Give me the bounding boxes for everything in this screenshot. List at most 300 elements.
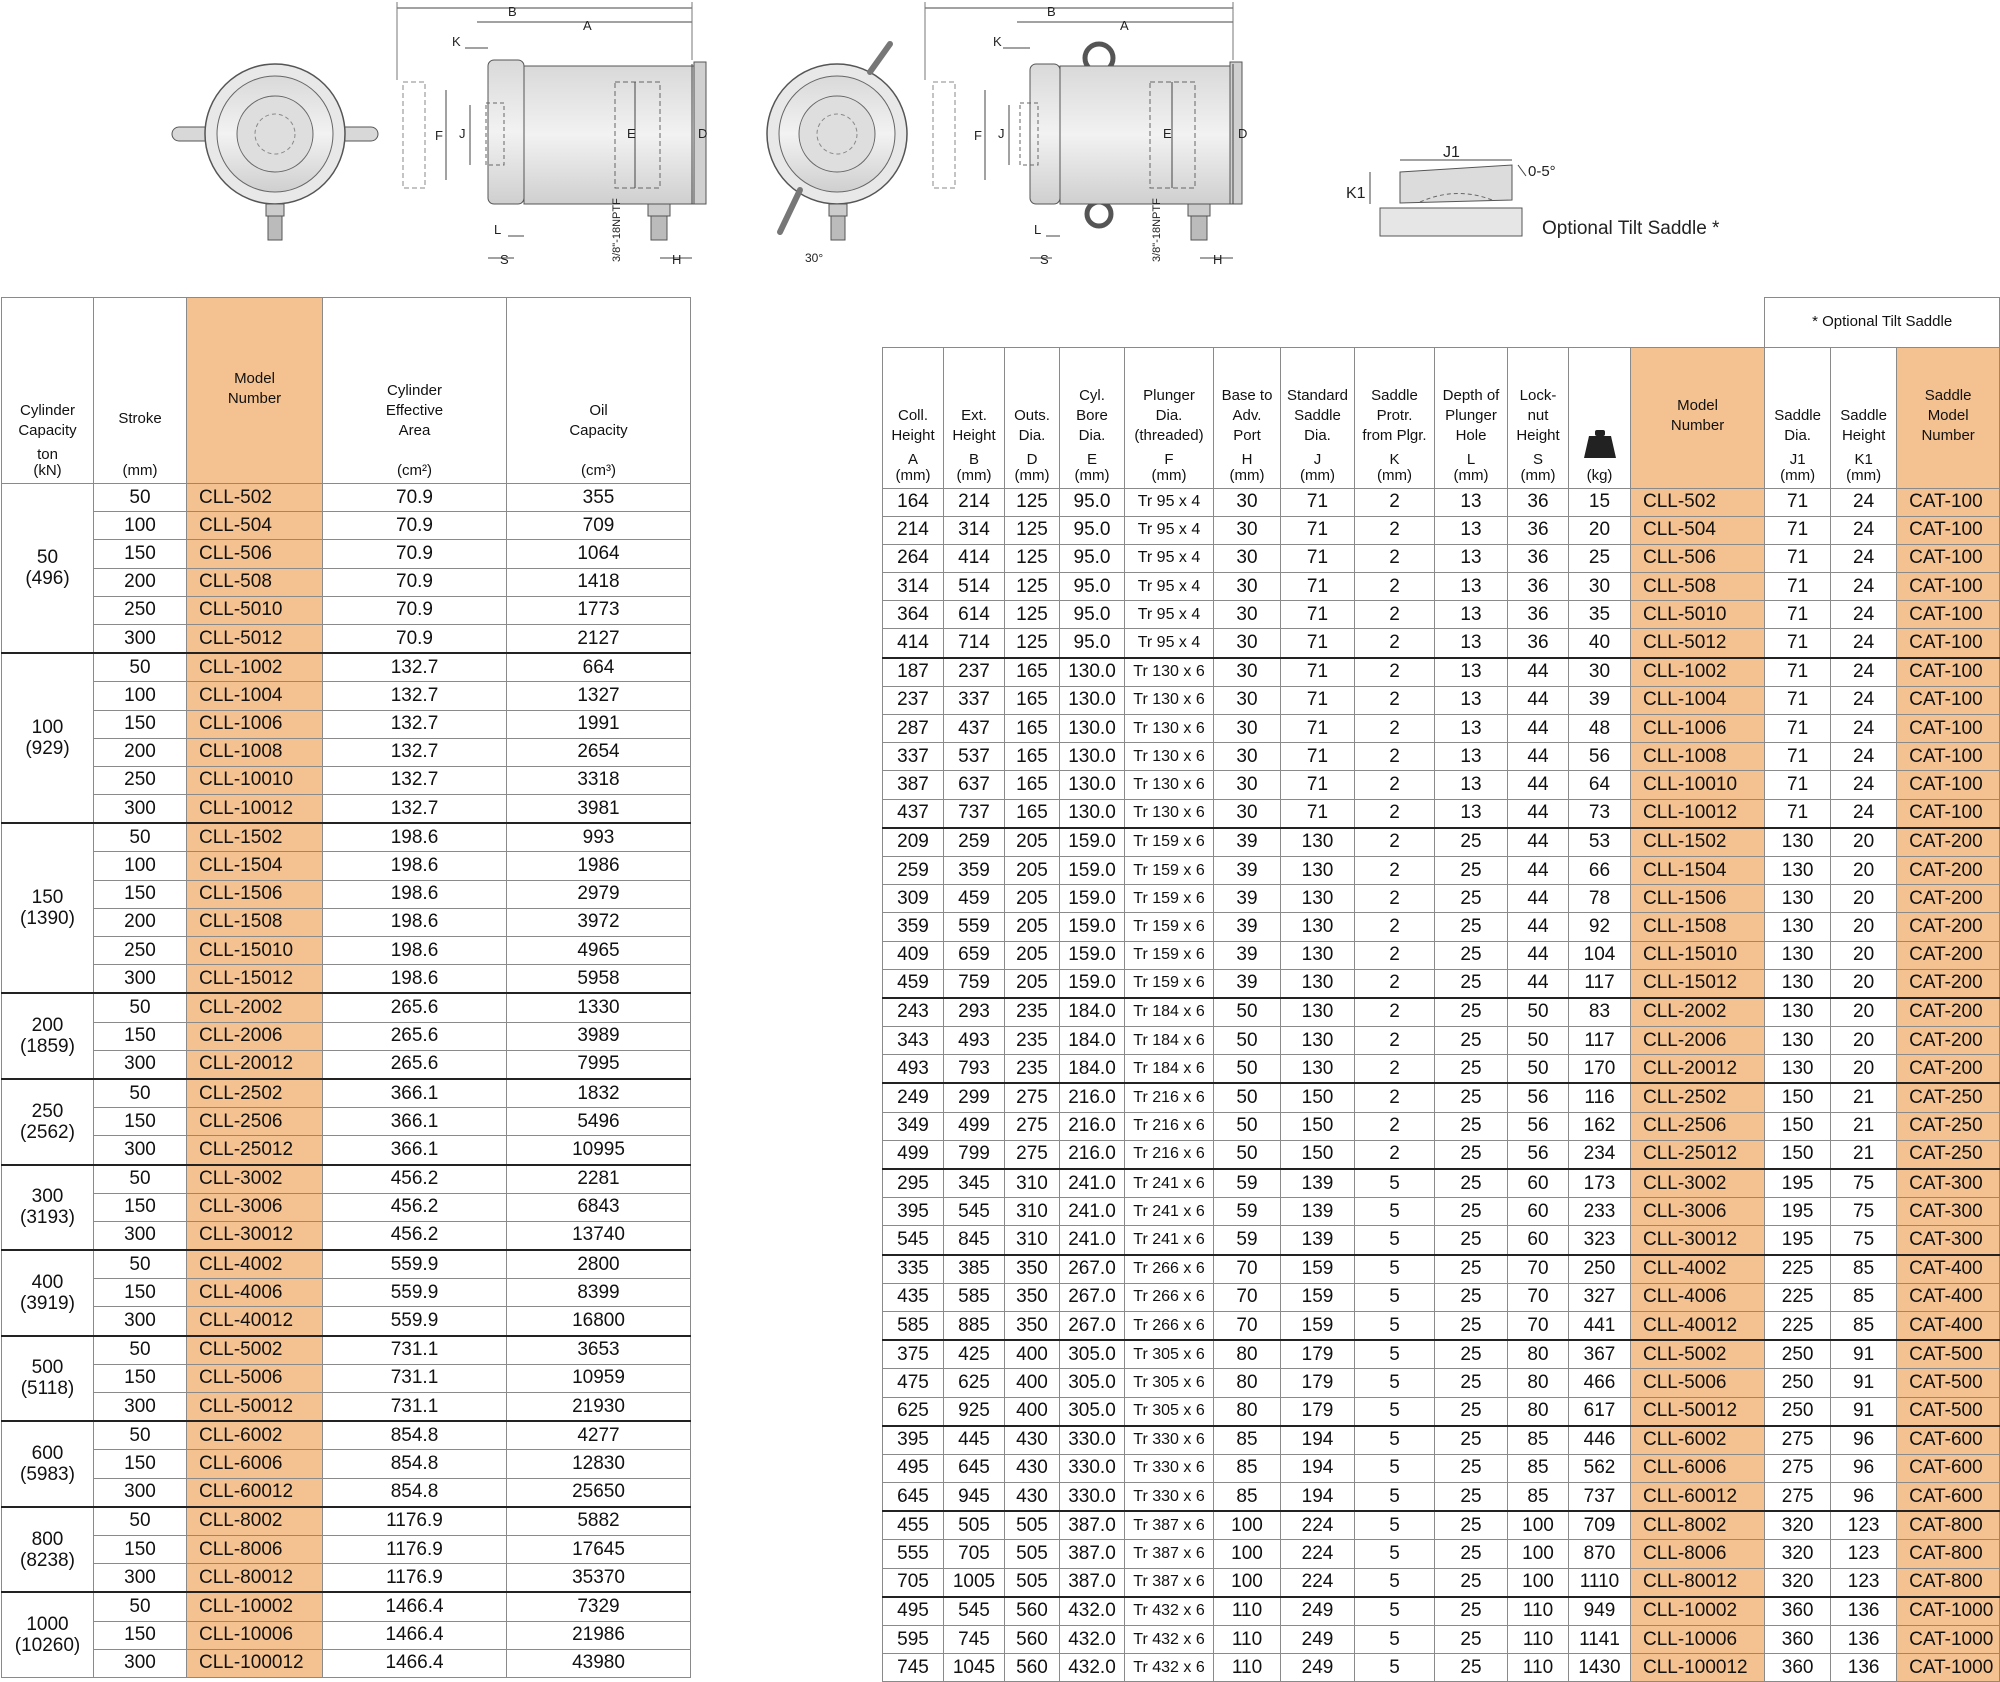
saddle-protr-cell: 5 <box>1355 1369 1435 1397</box>
locknut-height-cell: 44 <box>1508 715 1569 743</box>
cyl-bore-cell: 130.0 <box>1060 715 1125 743</box>
model-number-cell: CLL-502 <box>1631 488 1765 516</box>
plunger-hole-depth-cell: 25 <box>1435 1083 1508 1112</box>
model-number-cell: CLL-5010 <box>1631 601 1765 629</box>
tilt-saddle-dia-cell: 130 <box>1765 998 1831 1027</box>
header-col-14: Saddle Model Number <box>1897 347 2000 488</box>
model-number-cell: CLL-2002 <box>187 993 323 1022</box>
effective-area-cell: 1176.9 <box>323 1564 507 1593</box>
tilt-saddle-model-cell: CAT-250 <box>1897 1140 2000 1169</box>
ext-height-cell: 493 <box>944 1027 1005 1055</box>
coll-height-cell: 475 <box>883 1369 944 1397</box>
tilt-angle-label: 0-5° <box>1528 163 1556 180</box>
column-unit: (mm) <box>1014 466 1050 484</box>
table-row <box>2 1592 691 1621</box>
saddle-dia-cell: 249 <box>1281 1597 1355 1626</box>
plunger-dia-cell: Tr 159 x 6 <box>1125 969 1214 998</box>
effective-area-cell: 854.8 <box>323 1450 507 1478</box>
oil-capacity-cell: 1832 <box>507 1079 691 1108</box>
cyl-bore-cell: 130.0 <box>1060 686 1125 714</box>
base-to-port-cell: 110 <box>1214 1626 1281 1654</box>
effective-area-cell: 265.6 <box>323 993 507 1022</box>
capacity-ton: 500 <box>31 1357 64 1379</box>
coll-height-cell: 495 <box>883 1597 944 1626</box>
saddle-dia-cell: 71 <box>1281 516 1355 544</box>
model-number-cell: CLL-100012 <box>187 1649 323 1677</box>
model-number-cell: CLL-25012 <box>187 1136 323 1165</box>
ext-height-cell: 1005 <box>944 1568 1005 1597</box>
locknut-height-cell: 36 <box>1508 629 1569 658</box>
saddle-dia-cell: 159 <box>1281 1255 1355 1284</box>
ext-height-cell: 505 <box>944 1511 1005 1540</box>
saddle-protr-cell: 5 <box>1355 1454 1435 1482</box>
model-number-cell: CLL-2506 <box>187 1108 323 1136</box>
tilt-saddle-dia-cell: 71 <box>1765 771 1831 799</box>
outs-dia-cell: 205 <box>1005 969 1060 998</box>
model-number-cell: CLL-506 <box>1631 544 1765 572</box>
dim-f-label-2: F <box>974 128 982 143</box>
saddle-dia-cell: 71 <box>1281 488 1355 516</box>
tilt-saddle-model-cell: CAT-600 <box>1897 1426 2000 1455</box>
model-number-cell: CLL-8006 <box>1631 1540 1765 1568</box>
locknut-height-cell: 50 <box>1508 1027 1569 1055</box>
table-row <box>883 913 2000 941</box>
effective-area-cell: 198.6 <box>323 852 507 880</box>
stroke-cell: 150 <box>94 880 187 908</box>
saddle-dia-cell: 249 <box>1281 1626 1355 1654</box>
ext-height-cell: 445 <box>944 1426 1005 1455</box>
tilt-saddle-height-cell: 20 <box>1831 913 1897 941</box>
left-table-body <box>2 484 691 1678</box>
coll-height-cell: 395 <box>883 1426 944 1455</box>
tilt-saddle-model-cell: CAT-500 <box>1897 1397 2000 1426</box>
saddle-protr-cell: 5 <box>1355 1568 1435 1597</box>
plunger-hole-depth-cell: 25 <box>1435 856 1508 884</box>
saddle-dia-cell: 159 <box>1281 1283 1355 1311</box>
table-row <box>883 1140 2000 1169</box>
base-to-port-cell: 59 <box>1214 1169 1281 1198</box>
outs-dia-cell: 430 <box>1005 1426 1060 1455</box>
tilt-saddle-dia-cell: 195 <box>1765 1169 1831 1198</box>
table-row <box>883 1311 2000 1340</box>
header-effective-area: Cylinder Effective Area (cm²) <box>323 298 507 484</box>
oil-capacity-cell: 5882 <box>507 1507 691 1536</box>
outs-dia-cell: 310 <box>1005 1198 1060 1226</box>
effective-area-cell: 731.1 <box>323 1336 507 1365</box>
stroke-cell: 300 <box>94 1478 187 1507</box>
coll-height-cell: 349 <box>883 1112 944 1140</box>
base-to-port-cell: 100 <box>1214 1568 1281 1597</box>
ext-height-cell: 614 <box>944 601 1005 629</box>
plunger-dia-cell: Tr 305 x 6 <box>1125 1397 1214 1426</box>
plunger-dia-cell: Tr 387 x 6 <box>1125 1540 1214 1568</box>
capacity-cell <box>2 653 94 823</box>
oil-capacity-cell: 993 <box>507 823 691 852</box>
oil-capacity-cell: 6843 <box>507 1193 691 1221</box>
ext-height-cell: 425 <box>944 1340 1005 1369</box>
table-row <box>2 1221 691 1250</box>
oil-capacity-cell: 16800 <box>507 1307 691 1336</box>
cyl-bore-cell: 184.0 <box>1060 1027 1125 1055</box>
plunger-hole-depth-cell: 13 <box>1435 771 1508 799</box>
dim-e-label: E <box>627 126 636 141</box>
model-number-cell: CLL-1508 <box>187 908 323 936</box>
outs-dia-cell: 165 <box>1005 771 1060 799</box>
plunger-hole-depth-cell: 25 <box>1435 1483 1508 1512</box>
coll-height-cell: 209 <box>883 828 944 857</box>
model-number-cell: CLL-508 <box>187 568 323 596</box>
ext-height-cell: 637 <box>944 771 1005 799</box>
locknut-height-cell: 44 <box>1508 856 1569 884</box>
dim-f-label: F <box>435 128 443 143</box>
base-to-port-cell: 50 <box>1214 1083 1281 1112</box>
saddle-dia-cell: 71 <box>1281 799 1355 828</box>
ext-height-cell: 945 <box>944 1483 1005 1512</box>
saddle-protr-cell: 2 <box>1355 1055 1435 1084</box>
plunger-hole-depth-cell: 25 <box>1435 969 1508 998</box>
base-to-port-cell: 100 <box>1214 1511 1281 1540</box>
locknut-height-cell: 44 <box>1508 969 1569 998</box>
model-number-cell: CLL-15010 <box>187 937 323 965</box>
plunger-hole-depth-cell: 25 <box>1435 1426 1508 1455</box>
tilt-saddle-height-cell: 96 <box>1831 1426 1897 1455</box>
saddle-dia-cell: 139 <box>1281 1198 1355 1226</box>
saddle-dia-cell: 179 <box>1281 1397 1355 1426</box>
locknut-height-cell: 36 <box>1508 573 1569 601</box>
stroke-cell: 150 <box>94 1621 187 1649</box>
model-number-cell: CLL-50012 <box>1631 1397 1765 1426</box>
plunger-dia-cell: Tr 159 x 6 <box>1125 856 1214 884</box>
oil-capacity-cell: 1991 <box>507 710 691 738</box>
saddle-protr-cell: 5 <box>1355 1511 1435 1540</box>
model-number-cell: CLL-2506 <box>1631 1112 1765 1140</box>
base-to-port-cell: 30 <box>1214 658 1281 687</box>
tilt-saddle-height-cell: 91 <box>1831 1369 1897 1397</box>
tilt-saddle-model-cell: CAT-400 <box>1897 1283 2000 1311</box>
locknut-height-cell: 100 <box>1508 1511 1569 1540</box>
oil-capacity-cell: 2979 <box>507 880 691 908</box>
stroke-cell: 50 <box>94 993 187 1022</box>
plunger-dia-cell: Tr 266 x 6 <box>1125 1283 1214 1311</box>
saddle-dia-cell: 130 <box>1281 885 1355 913</box>
stroke-cell: 150 <box>94 1108 187 1136</box>
ext-height-cell: 737 <box>944 799 1005 828</box>
stroke-cell: 200 <box>94 908 187 936</box>
column-letter: A <box>907 450 918 468</box>
model-number-cell: CLL-40012 <box>187 1307 323 1336</box>
model-number-cell: CLL-1506 <box>1631 885 1765 913</box>
header-col-0: Coll. Height A (mm) <box>883 347 944 488</box>
base-to-port-cell: 110 <box>1214 1654 1281 1682</box>
effective-area-cell: 456.2 <box>323 1193 507 1221</box>
oil-capacity-cell: 3989 <box>507 1022 691 1050</box>
plunger-hole-depth-cell: 13 <box>1435 799 1508 828</box>
column-letter: S <box>1532 450 1543 468</box>
effective-area-cell: 1466.4 <box>323 1621 507 1649</box>
coll-height-cell: 249 <box>883 1083 944 1112</box>
tilt-saddle-dia-cell: 130 <box>1765 885 1831 913</box>
locknut-height-cell: 70 <box>1508 1311 1569 1340</box>
saddle-dia-cell: 71 <box>1281 771 1355 799</box>
outs-dia-cell: 205 <box>1005 913 1060 941</box>
model-number-cell: CLL-5012 <box>1631 629 1765 658</box>
weight-cell: 162 <box>1569 1112 1631 1140</box>
locknut-height-cell: 56 <box>1508 1083 1569 1112</box>
locknut-height-cell: 44 <box>1508 799 1569 828</box>
table-row <box>883 941 2000 969</box>
base-to-port-cell: 110 <box>1214 1597 1281 1626</box>
stroke-cell: 50 <box>94 1592 187 1621</box>
tilt-saddle-height-cell: 24 <box>1831 686 1897 714</box>
oil-capacity-cell: 1330 <box>507 993 691 1022</box>
outs-dia-cell: 125 <box>1005 573 1060 601</box>
saddle-protr-cell: 5 <box>1355 1340 1435 1369</box>
saddle-protr-cell: 2 <box>1355 1027 1435 1055</box>
tilt-saddle-height-cell: 24 <box>1831 516 1897 544</box>
oil-capacity-cell: 4277 <box>507 1421 691 1450</box>
outs-dia-cell: 165 <box>1005 799 1060 828</box>
effective-area-cell: 1176.9 <box>323 1507 507 1536</box>
cylinder-diagram <box>0 0 2000 290</box>
coll-height-cell: 645 <box>883 1483 944 1512</box>
effective-area-cell: 132.7 <box>323 710 507 738</box>
oil-capacity-cell: 35370 <box>507 1564 691 1593</box>
model-number-cell: CLL-3006 <box>1631 1198 1765 1226</box>
tilt-saddle-model-cell: CAT-200 <box>1897 828 2000 857</box>
tilt-saddle-model-cell: CAT-300 <box>1897 1226 2000 1255</box>
plunger-hole-depth-cell: 25 <box>1435 1311 1508 1340</box>
tilt-saddle-dia-cell: 360 <box>1765 1597 1831 1626</box>
model-number-cell: CLL-40012 <box>1631 1311 1765 1340</box>
weight-cell: 117 <box>1569 969 1631 998</box>
header-col-4: Plunger Dia. (threaded) F (mm) <box>1125 347 1214 488</box>
table-row <box>2 1108 691 1136</box>
effective-area-cell: 70.9 <box>323 512 507 540</box>
weight-cell: 35 <box>1569 601 1631 629</box>
ext-height-cell: 885 <box>944 1311 1005 1340</box>
tilt-saddle-height-cell: 75 <box>1831 1198 1897 1226</box>
base-to-port-cell: 39 <box>1214 969 1281 998</box>
table-row <box>883 488 2000 516</box>
tilt-saddle-dia-cell: 71 <box>1765 799 1831 828</box>
effective-area-cell: 132.7 <box>323 795 507 824</box>
port-label-2: 3/8"-18NPTF <box>1151 198 1163 262</box>
table-row <box>2 596 691 624</box>
base-to-port-cell: 39 <box>1214 913 1281 941</box>
capacity-kn: (8238) <box>20 1549 75 1571</box>
cyl-bore-cell: 95.0 <box>1060 488 1125 516</box>
tilt-saddle-model-cell: CAT-100 <box>1897 658 2000 687</box>
table-row <box>2 1450 691 1478</box>
tilt-saddle-height-cell: 136 <box>1831 1626 1897 1654</box>
ext-height-cell: 545 <box>944 1198 1005 1226</box>
tilt-saddle-model-cell: CAT-200 <box>1897 856 2000 884</box>
tilt-saddle-dia-cell: 130 <box>1765 856 1831 884</box>
cyl-bore-cell: 216.0 <box>1060 1083 1125 1112</box>
weight-icon <box>1583 428 1617 460</box>
oil-capacity-cell: 2654 <box>507 738 691 766</box>
tilt-saddle-dia-cell: 360 <box>1765 1626 1831 1654</box>
cyl-bore-cell: 216.0 <box>1060 1140 1125 1169</box>
table-row <box>883 1654 2000 1682</box>
header-stroke: Stroke (mm) <box>94 298 187 484</box>
cyl-bore-cell: 159.0 <box>1060 856 1125 884</box>
capacity-ton: 800 <box>31 1528 64 1550</box>
ext-height-cell: 745 <box>944 1626 1005 1654</box>
saddle-dia-cell: 71 <box>1281 601 1355 629</box>
outs-dia-cell: 430 <box>1005 1483 1060 1512</box>
cyl-bore-cell: 330.0 <box>1060 1454 1125 1482</box>
plunger-hole-depth-cell: 25 <box>1435 1140 1508 1169</box>
model-number-cell: CLL-30012 <box>187 1221 323 1250</box>
model-number-cell: CLL-10010 <box>1631 771 1765 799</box>
base-to-port-cell: 30 <box>1214 686 1281 714</box>
model-number-cell: CLL-60012 <box>187 1478 323 1507</box>
ext-height-cell: 759 <box>944 969 1005 998</box>
optional-tilt-saddle-title: * Optional Tilt Saddle <box>1765 298 2000 348</box>
stroke-cell: 250 <box>94 596 187 624</box>
table-row <box>2 1136 691 1165</box>
effective-area-cell: 132.7 <box>323 738 507 766</box>
column-unit: (mm) <box>895 466 931 484</box>
table-row <box>2 1478 691 1507</box>
tilt-saddle-dia-cell: 250 <box>1765 1340 1831 1369</box>
tilt-saddle-dia-cell: 250 <box>1765 1397 1831 1426</box>
cyl-bore-cell: 305.0 <box>1060 1397 1125 1426</box>
saddle-protr-cell: 5 <box>1355 1426 1435 1455</box>
plunger-hole-depth-cell: 13 <box>1435 658 1508 687</box>
plunger-dia-cell: Tr 130 x 6 <box>1125 715 1214 743</box>
table-row <box>883 1255 2000 1284</box>
table-row <box>883 1454 2000 1482</box>
model-number-cell: CLL-10006 <box>1631 1626 1765 1654</box>
table-row <box>883 743 2000 771</box>
saddle-protr-cell: 5 <box>1355 1626 1435 1654</box>
column-unit: (mm) <box>956 466 992 484</box>
stroke-cell: 100 <box>94 852 187 880</box>
outs-dia-cell: 125 <box>1005 601 1060 629</box>
table-row <box>883 1397 2000 1426</box>
model-number-cell: CLL-5002 <box>1631 1340 1765 1369</box>
weight-cell: 83 <box>1569 998 1631 1027</box>
model-number-cell: CLL-30012 <box>1631 1226 1765 1255</box>
saddle-dia-cell: 194 <box>1281 1426 1355 1455</box>
stroke-cell: 50 <box>94 1421 187 1450</box>
table-row <box>883 998 2000 1027</box>
model-number-cell: CLL-3002 <box>187 1165 323 1194</box>
stroke-cell: 300 <box>94 1393 187 1422</box>
dim-a-label-2: A <box>1120 18 1129 33</box>
header-col-3: Cyl. Bore Dia. E (mm) <box>1060 347 1125 488</box>
dim-a-label: A <box>583 18 592 33</box>
capacity-cell <box>2 1336 94 1422</box>
model-number-cell: CLL-504 <box>187 512 323 540</box>
column-unit: (mm) <box>1780 466 1816 484</box>
plunger-hole-depth-cell: 13 <box>1435 488 1508 516</box>
cyl-bore-cell: 184.0 <box>1060 1055 1125 1084</box>
stroke-cell: 300 <box>94 1649 187 1677</box>
oil-capacity-cell: 43980 <box>507 1649 691 1677</box>
saddle-dia-cell: 150 <box>1281 1140 1355 1169</box>
plunger-dia-cell: Tr 432 x 6 <box>1125 1597 1214 1626</box>
model-number-cell: CLL-15012 <box>1631 969 1765 998</box>
table-row <box>883 1426 2000 1455</box>
cyl-bore-cell: 130.0 <box>1060 743 1125 771</box>
ext-height-cell: 314 <box>944 516 1005 544</box>
saddle-dia-cell: 224 <box>1281 1568 1355 1597</box>
capacity-kn: (1390) <box>20 908 75 930</box>
tilt-saddle-height-cell: 24 <box>1831 715 1897 743</box>
tilt-saddle-model-cell: CAT-1000 <box>1897 1597 2000 1626</box>
tilt-saddle-dia-cell: 71 <box>1765 743 1831 771</box>
plunger-hole-depth-cell: 25 <box>1435 1255 1508 1284</box>
locknut-height-cell: 36 <box>1508 516 1569 544</box>
table-row <box>883 601 2000 629</box>
base-to-port-cell: 70 <box>1214 1255 1281 1284</box>
table-row <box>2 1564 691 1593</box>
tilt-saddle-height-cell: 75 <box>1831 1226 1897 1255</box>
saddle-dia-cell: 179 <box>1281 1369 1355 1397</box>
stroke-cell: 100 <box>94 682 187 710</box>
stroke-cell: 50 <box>94 1165 187 1194</box>
model-number-cell: CLL-1006 <box>187 710 323 738</box>
model-number-cell: CLL-1008 <box>187 738 323 766</box>
outs-dia-cell: 205 <box>1005 885 1060 913</box>
table-row <box>883 1283 2000 1311</box>
weight-cell: 173 <box>1569 1169 1631 1198</box>
outs-dia-cell: 235 <box>1005 998 1060 1027</box>
tilt-saddle-dia-cell: 130 <box>1765 1055 1831 1084</box>
plunger-hole-depth-cell: 25 <box>1435 1540 1508 1568</box>
cyl-bore-cell: 432.0 <box>1060 1597 1125 1626</box>
column-unit: (mm) <box>1846 466 1882 484</box>
table-row <box>883 1483 2000 1512</box>
oil-capacity-cell: 17645 <box>507 1535 691 1563</box>
oil-capacity-cell: 5496 <box>507 1108 691 1136</box>
tilt-saddle-dia-cell: 130 <box>1765 913 1831 941</box>
table-row <box>883 1169 2000 1198</box>
dim-d-label-2: D <box>1238 126 1248 141</box>
plunger-hole-depth-cell: 25 <box>1435 1397 1508 1426</box>
outs-dia-cell: 205 <box>1005 941 1060 969</box>
table-row <box>883 1027 2000 1055</box>
outs-dia-cell: 205 <box>1005 828 1060 857</box>
header-oil-capacity: Oil Capacity (cm³) <box>507 298 691 484</box>
tilt-saddle-height-cell: 85 <box>1831 1311 1897 1340</box>
dim-d-label: D <box>698 126 708 141</box>
dim-j-label-2: J <box>998 126 1005 141</box>
tilt-saddle-dia-cell: 71 <box>1765 488 1831 516</box>
table-row <box>2 1250 691 1279</box>
coll-height-cell: 214 <box>883 516 944 544</box>
plunger-dia-cell: Tr 216 x 6 <box>1125 1112 1214 1140</box>
capacity-cell <box>2 1165 94 1251</box>
base-to-port-cell: 39 <box>1214 941 1281 969</box>
model-number-cell: CLL-1006 <box>1631 715 1765 743</box>
model-number-cell: CLL-15012 <box>187 965 323 994</box>
capacity-ton: 50 <box>36 547 59 569</box>
capacity-kn: (5118) <box>20 1378 75 1400</box>
header-col-12: Saddle Dia. J1 (mm) <box>1765 347 1831 488</box>
outs-dia-cell: 125 <box>1005 629 1060 658</box>
effective-area-cell: 132.7 <box>323 682 507 710</box>
saddle-protr-cell: 5 <box>1355 1397 1435 1426</box>
base-to-port-cell: 30 <box>1214 573 1281 601</box>
coll-height-cell: 493 <box>883 1055 944 1084</box>
tilt-saddle-height-cell: 24 <box>1831 629 1897 658</box>
outs-dia-cell: 275 <box>1005 1140 1060 1169</box>
tilt-saddle-model-cell: CAT-400 <box>1897 1255 2000 1284</box>
